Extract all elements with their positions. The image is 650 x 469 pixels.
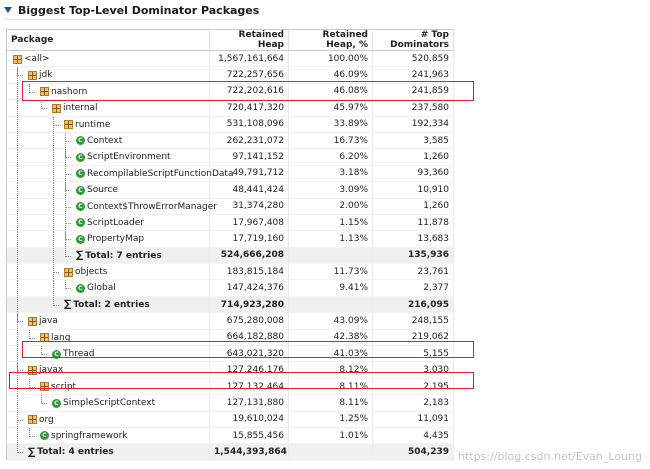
table-row[interactable]: [7, 214, 454, 230]
node-label-internal: internal: [63, 103, 98, 114]
retained-heap-pct-cell: [289, 247, 373, 263]
retained-heap-cell: 643,021,320: [210, 346, 289, 362]
tree-node[interactable]: [76, 248, 162, 264]
tree-guide-line: [53, 166, 54, 181]
table-row[interactable]: [7, 165, 454, 181]
class-icon: C: [76, 169, 85, 178]
retained-heap-pct-cell: 45.97%: [289, 100, 373, 116]
tree-guide-line: [53, 117, 54, 132]
top-dominators-cell: 10,910: [373, 182, 454, 198]
retained-heap-pct-cell: 42.38%: [289, 329, 373, 345]
tree-elbow-line: [29, 428, 35, 437]
top-dominators-cell: 11,878: [373, 214, 454, 230]
node-label-source: Source: [87, 185, 118, 196]
top-dominators-cell: 11,091: [373, 411, 454, 427]
top-dominators-cell: 2,183: [373, 395, 454, 411]
tree-guide-line: [17, 231, 18, 246]
table-row[interactable]: [7, 116, 454, 132]
node-label-all: <all>: [24, 54, 50, 64]
retained-heap-cell: 127,246,176: [210, 362, 289, 378]
package-cell[interactable]: [7, 67, 210, 83]
tree-guide-line: [17, 182, 18, 197]
table-row[interactable]: [7, 67, 454, 83]
retained-heap-pct-cell: 46.08%: [289, 83, 373, 99]
tree-guide-line: [53, 264, 54, 279]
node-label-recompilablescriptfunctiondata: RecompilableScriptFunctionData: [87, 168, 234, 179]
top-dominators-cell: 3,030: [373, 362, 454, 378]
tree-guide-line: [65, 166, 66, 181]
column-header-retained-heap-pct[interactable]: Retained Heap, %: [289, 30, 373, 51]
package-icon: [64, 268, 73, 277]
tree-elbow-line: [53, 297, 59, 306]
retained-heap-cell: 524,666,208: [210, 247, 289, 263]
retained-heap-pct-cell: 41.03%: [289, 346, 373, 362]
node-label-scriptenvironment: ScriptEnvironment: [87, 152, 171, 163]
retained-heap-cell: 147,424,376: [210, 280, 289, 296]
retained-heap-pct-cell: 8.11%: [289, 378, 373, 394]
tree-guide-line: [65, 133, 66, 148]
tree-guide-line: [65, 215, 66, 230]
tree-node[interactable]: [28, 313, 58, 329]
total-row[interactable]: [7, 247, 454, 263]
retained-heap-cell: 48,441,424: [210, 182, 289, 198]
top-dominators-cell: 219,062: [373, 329, 454, 345]
tree-guide-line: [17, 379, 18, 394]
collapse-triangle-icon[interactable]: [4, 7, 12, 13]
retained-heap-cell: 1,567,161,664: [210, 51, 289, 67]
class-icon: C: [52, 399, 61, 408]
sigma-icon: ∑: [64, 299, 72, 311]
retained-heap-cell: 127,131,880: [210, 395, 289, 411]
package-cell[interactable]: [7, 182, 210, 198]
retained-heap-pct-cell: 16.73%: [289, 132, 373, 148]
tree-node[interactable]: [52, 346, 94, 362]
class-icon: C: [76, 186, 85, 195]
tree-guide-line: [17, 166, 18, 181]
table-row[interactable]: [7, 329, 454, 345]
tree-guide-line: [17, 362, 18, 377]
retained-heap-pct-cell: 1.25%: [289, 411, 373, 427]
tree-guide-line: [53, 231, 54, 246]
tree-elbow-line: [41, 100, 47, 109]
tree-guide-line: [17, 395, 18, 410]
retained-heap-pct-cell: [289, 444, 373, 460]
tree-guide-line: [17, 280, 18, 295]
class-icon: C: [76, 218, 85, 227]
tree-guide-line: [17, 297, 18, 312]
package-icon: [40, 333, 49, 342]
tree-guide-line: [17, 313, 18, 328]
tree-guide-line: [53, 215, 54, 230]
retained-heap-cell: 722,257,656: [210, 67, 289, 83]
retained-heap-cell: 675,280,008: [210, 313, 289, 329]
tree-guide-line: [17, 199, 18, 214]
package-cell[interactable]: [7, 427, 210, 443]
package-cell[interactable]: [7, 280, 210, 296]
node-label-thread: Thread: [63, 349, 95, 360]
retained-heap-cell: 97,141,152: [210, 149, 289, 165]
tree-node[interactable]: [52, 395, 155, 411]
tree-guide-line: [65, 149, 66, 164]
class-icon: C: [76, 284, 85, 293]
tree-node[interactable]: [64, 117, 110, 133]
retained-heap-pct-cell: 2.00%: [289, 198, 373, 214]
package-cell[interactable]: [7, 231, 210, 247]
tree-guide-line: [17, 412, 18, 427]
table-row[interactable]: [7, 100, 454, 116]
table-row[interactable]: [7, 182, 454, 198]
top-dominators-cell: 2,195: [373, 378, 454, 394]
section-title: Biggest Top-Level Dominator Packages: [18, 3, 260, 17]
table-row[interactable]: [7, 264, 454, 280]
top-dominators-cell: 241,859: [373, 83, 454, 99]
node-label-total-7-entries: Total: 7 entries: [85, 250, 162, 261]
retained-heap-pct-cell: 46.09%: [289, 67, 373, 83]
tree-node[interactable]: [40, 428, 128, 444]
package-icon: [52, 104, 61, 113]
package-cell[interactable]: [7, 296, 210, 312]
column-header-package[interactable]: Package: [7, 30, 210, 51]
table-row[interactable]: [7, 132, 454, 148]
retained-heap-pct-cell: 1.01%: [289, 427, 373, 443]
tree-guide-line: [17, 248, 18, 263]
package-cell[interactable]: [7, 411, 210, 427]
package-cell[interactable]: [7, 132, 210, 148]
top-dominators-cell: 520,859: [373, 51, 454, 67]
header-divider: [4, 19, 244, 20]
table-body: [7, 51, 454, 461]
retained-heap-cell: 1,544,393,864: [210, 444, 289, 460]
node-label-simplescriptcontext: SimpleScriptContext: [63, 398, 156, 409]
tree-elbow-line: [29, 84, 35, 93]
top-dominators-cell: 1,260: [373, 198, 454, 214]
tree-node[interactable]: [40, 330, 70, 346]
table-row[interactable]: [7, 231, 454, 247]
node-label-nashorn: nashorn: [51, 86, 88, 97]
tree-elbow-line: [29, 330, 35, 339]
tree-guide-line: [53, 182, 54, 197]
retained-heap-pct-cell: 11.73%: [289, 264, 373, 280]
tree-guide-line: [65, 231, 66, 246]
package-cell[interactable]: [7, 329, 210, 345]
package-cell[interactable]: [7, 116, 210, 132]
tree-node[interactable]: [76, 199, 217, 215]
tree-node[interactable]: [28, 412, 54, 428]
tree-guide-line: [53, 133, 54, 148]
retained-heap-pct-cell: 3.09%: [289, 182, 373, 198]
package-icon: [40, 87, 49, 96]
table-row[interactable]: [7, 280, 454, 296]
node-label-global: Global: [87, 283, 116, 294]
table-row[interactable]: [7, 313, 454, 329]
retained-heap-cell: 19,610,024: [210, 411, 289, 427]
retained-heap-pct-cell: 3.18%: [289, 165, 373, 181]
top-dominators-cell: 241,963: [373, 67, 454, 83]
tree-node[interactable]: [28, 362, 63, 378]
node-label-objects: objects: [75, 267, 108, 278]
dominator-packages-table: [6, 29, 454, 461]
class-icon: C: [76, 235, 85, 244]
node-label-scriptloader: ScriptLoader: [87, 217, 144, 228]
watermark: https://blog.csdn.net/Evan_Loung: [458, 450, 642, 463]
sigma-icon: ∑: [28, 446, 36, 458]
retained-heap-cell: 183,815,184: [210, 264, 289, 280]
tree-node[interactable]: [76, 149, 171, 165]
tree-guide-line: [17, 149, 18, 164]
top-dominators-cell: 1,260: [373, 149, 454, 165]
retained-heap-pct-cell: 1.15%: [289, 214, 373, 230]
package-cell[interactable]: [7, 165, 234, 181]
top-dominators-cell: 4,435: [373, 427, 454, 443]
package-cell[interactable]: [7, 362, 210, 378]
sigma-icon: ∑: [76, 250, 84, 262]
tree-elbow-line: [17, 444, 23, 453]
tree-node[interactable]: [64, 264, 107, 280]
top-dominators-cell: 2,377: [373, 280, 454, 296]
column-header-retained-heap[interactable]: Retained Heap: [210, 30, 289, 51]
tree-guide-line: [53, 149, 54, 164]
retained-heap-pct-cell: 43.09%: [289, 313, 373, 329]
package-cell[interactable]: [7, 149, 210, 165]
tree-node[interactable]: [76, 231, 144, 247]
package-cell[interactable]: [7, 247, 210, 263]
total-row[interactable]: [7, 296, 454, 312]
node-label-context: Context: [87, 135, 123, 146]
retained-heap-cell: 262,231,072: [210, 132, 289, 148]
tree-elbow-line: [65, 248, 71, 257]
retained-heap-pct-cell: 33.89%: [289, 116, 373, 132]
total-row[interactable]: [7, 444, 454, 460]
tree-guide-line: [17, 330, 18, 345]
node-label-lang: lang: [51, 332, 71, 343]
tree-guide-line: [65, 182, 66, 197]
table-row[interactable]: [7, 395, 454, 411]
tree-guide-line: [65, 199, 66, 214]
package-cell[interactable]: [7, 198, 217, 214]
node-label-jdk: jdk: [39, 70, 53, 81]
table-row[interactable]: [7, 411, 454, 427]
retained-heap-cell: 17,967,408: [210, 214, 289, 230]
retained-heap-pct-cell: [289, 296, 373, 312]
tree-guide-line: [53, 280, 54, 295]
node-label-context-throwerrormanager: Context$ThrowErrorManager: [87, 201, 217, 212]
tree-elbow-line: [65, 280, 71, 289]
top-dominators-cell: 216,095: [373, 296, 454, 312]
retained-heap-cell: 31,374,280: [210, 198, 289, 214]
table-row[interactable]: [7, 51, 454, 67]
tree-guide-line: [17, 84, 18, 99]
tree-guide-line: [17, 117, 18, 132]
retained-heap-cell: 722,202,616: [210, 83, 289, 99]
class-icon: C: [76, 136, 85, 145]
retained-heap-cell: 127,132,464: [210, 378, 289, 394]
package-icon: [64, 120, 73, 129]
tree-node[interactable]: [52, 100, 98, 116]
table-row[interactable]: [7, 346, 454, 362]
tree-elbow-line: [41, 346, 47, 355]
tree-guide-line: [17, 215, 18, 230]
package-cell[interactable]: [7, 395, 210, 411]
package-icon: [28, 317, 37, 326]
tree-guide-line: [17, 346, 18, 361]
retained-heap-pct-cell: 6.20%: [289, 149, 373, 165]
column-header-top-dominators[interactable]: # Top Dominators: [373, 30, 454, 51]
class-icon: C: [52, 350, 61, 359]
package-icon: [13, 55, 22, 64]
node-label-total-4-entries: Total: 4 entries: [37, 447, 114, 458]
table-row[interactable]: [7, 362, 454, 378]
tree-node[interactable]: [64, 297, 150, 313]
tree-node[interactable]: [40, 379, 76, 395]
retained-heap-cell: 49,791,712: [210, 165, 289, 181]
package-icon: [28, 366, 37, 375]
tree-node[interactable]: [28, 67, 52, 83]
retained-heap-cell: 17,719,160: [210, 231, 289, 247]
retained-heap-cell: 531,108,096: [210, 116, 289, 132]
tree-node[interactable]: [76, 215, 144, 231]
retained-heap-cell: 714,923,280: [210, 296, 289, 312]
tree-node[interactable]: [76, 133, 122, 149]
node-label-javax: javax: [39, 365, 64, 376]
retained-heap-pct-cell: 8.11%: [289, 395, 373, 411]
tree-guide-line: [17, 133, 18, 148]
tree-node[interactable]: [76, 280, 116, 296]
package-cell[interactable]: [7, 51, 210, 67]
package-icon: [28, 415, 37, 424]
package-icon: [28, 71, 37, 80]
retained-heap-pct-cell: 100.00%: [289, 51, 373, 67]
tree-guide-line: [17, 67, 18, 82]
retained-heap-cell: 664,182,880: [210, 329, 289, 345]
top-dominators-cell: 23,761: [373, 264, 454, 280]
tree-elbow-line: [41, 395, 47, 404]
node-label-propertymap: PropertyMap: [87, 234, 145, 245]
class-icon: C: [76, 202, 85, 211]
package-cell[interactable]: [7, 444, 210, 460]
tree-guide-line: [17, 264, 18, 279]
top-dominators-cell: 237,580: [373, 100, 454, 116]
top-dominators-cell: 3,585: [373, 132, 454, 148]
package-cell[interactable]: [7, 264, 210, 280]
retained-heap-pct-cell: 1.13%: [289, 231, 373, 247]
table-row[interactable]: [7, 427, 454, 443]
tree-guide-line: [53, 199, 54, 214]
tree-elbow-line: [29, 379, 35, 388]
top-dominators-cell: 93,360: [373, 165, 454, 181]
node-label-runtime: runtime: [75, 119, 111, 130]
class-icon: C: [76, 153, 85, 162]
tree-node[interactable]: [13, 51, 50, 67]
package-cell[interactable]: [7, 346, 210, 362]
tree-node[interactable]: [28, 444, 114, 460]
node-label-java: java: [39, 316, 58, 327]
package-cell[interactable]: [7, 313, 210, 329]
retained-heap-cell: 720,417,320: [210, 100, 289, 116]
top-dominators-cell: 5,155: [373, 346, 454, 362]
retained-heap-pct-cell: 8.12%: [289, 362, 373, 378]
package-cell[interactable]: [7, 83, 210, 99]
node-label-total-2-entries: Total: 2 entries: [73, 299, 150, 310]
table-row[interactable]: [7, 378, 454, 394]
top-dominators-cell: 13,683: [373, 231, 454, 247]
table-row[interactable]: [7, 83, 454, 99]
node-label-org: org: [39, 414, 54, 425]
retained-heap-cell: 15,855,456: [210, 427, 289, 443]
package-cell[interactable]: [7, 100, 210, 116]
tree-node[interactable]: [76, 166, 233, 182]
tree-guide-line: [17, 428, 18, 443]
package-icon: [40, 382, 49, 391]
table-row[interactable]: [7, 198, 454, 214]
retained-heap-pct-cell: 9.41%: [289, 280, 373, 296]
node-label-script: script: [51, 381, 77, 392]
top-dominators-cell: 192,334: [373, 116, 454, 132]
package-cell[interactable]: [7, 378, 210, 394]
node-label-springframework: springframework: [51, 430, 128, 441]
top-dominators-cell: 504,239: [373, 444, 454, 460]
tree-node[interactable]: [76, 182, 118, 198]
tree-guide-line: [17, 100, 18, 115]
tree-guide-line: [53, 248, 54, 263]
table-header-row: [7, 30, 454, 51]
section-header[interactable]: [4, 2, 259, 18]
class-icon: C: [40, 431, 49, 440]
table-row[interactable]: [7, 149, 454, 165]
package-cell[interactable]: [7, 214, 210, 230]
top-dominators-cell: 248,155: [373, 313, 454, 329]
top-dominators-cell: 135,936: [373, 247, 454, 263]
tree-node[interactable]: [40, 84, 87, 100]
